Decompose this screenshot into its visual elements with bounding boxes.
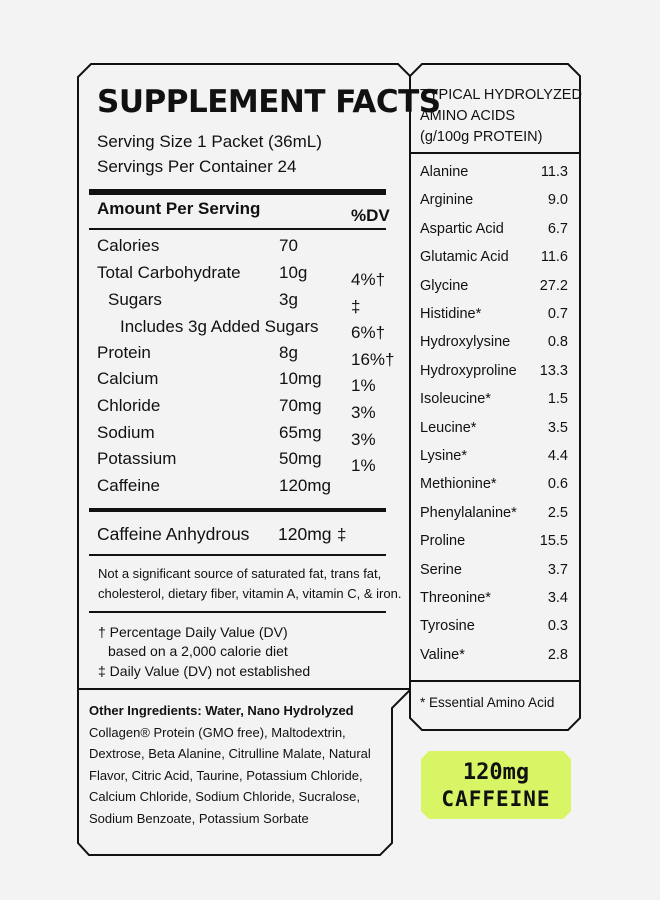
nutrient-name: Caffeine bbox=[97, 476, 161, 495]
amino-acid-row bbox=[420, 334, 568, 350]
nutrient-name: Chloride bbox=[97, 396, 161, 415]
nutrient-amount: 70mg bbox=[279, 396, 322, 415]
amino-acid-row bbox=[420, 505, 568, 521]
amino-footnote-divider bbox=[410, 680, 580, 682]
amino-acid-name: Alanine bbox=[420, 164, 469, 180]
amino-acid-value: 3.5 bbox=[547, 419, 568, 436]
amino-acid-row bbox=[420, 363, 568, 379]
amino-acid-value: 27.2 bbox=[539, 277, 568, 294]
nutrient-name: Potassium bbox=[97, 449, 177, 468]
amino-acid-value: 1.5 bbox=[547, 391, 568, 408]
amino-acid-name: Arginine bbox=[420, 192, 474, 209]
nutrient-dv: 1% bbox=[351, 456, 376, 475]
serving-size-label: Serving Size bbox=[97, 132, 193, 151]
amino-title-divider bbox=[410, 152, 580, 154]
amino-acid-row bbox=[420, 533, 568, 549]
nutrient-dv: 4%† bbox=[351, 270, 386, 289]
nutrient-dv: 3% bbox=[351, 403, 376, 422]
nutrient-dv: 6%† bbox=[351, 323, 386, 342]
amino-acid-name: Tyrosine bbox=[420, 618, 475, 635]
not-significant-line-1: Not a significant source of saturated fat, trans fat, bbox=[98, 566, 382, 581]
nutrient-dv: ‡ bbox=[351, 297, 361, 316]
nutrient-name: Protein bbox=[97, 343, 151, 362]
amino-acid-name: Phenylalanine* bbox=[420, 504, 517, 521]
amino-acid-row bbox=[420, 192, 568, 208]
footnote-dv: † Percentage Daily Value (DV) bbox=[98, 624, 288, 640]
nutrient-name: Sodium bbox=[97, 423, 155, 442]
dv-header: %DV bbox=[351, 206, 390, 225]
amino-acid-value: 2.8 bbox=[547, 646, 568, 663]
amino-acid-value: 0.3 bbox=[547, 618, 568, 635]
caffeine-anhydrous-dv: ‡ bbox=[337, 525, 347, 544]
nutrient-amount: 8g bbox=[279, 343, 298, 362]
amino-acid-name: Hydroxyproline bbox=[420, 362, 517, 379]
caffeine-badge bbox=[421, 751, 571, 819]
nutrient-amount: 10g bbox=[279, 263, 308, 282]
amino-acid-name: Proline bbox=[420, 533, 466, 550]
nutrient-amount: 50mg bbox=[279, 449, 322, 468]
amino-acid-name: Hydroxylysine bbox=[420, 334, 511, 351]
nutrient-name: Calories bbox=[97, 236, 160, 255]
nutrient-dv: 1% bbox=[351, 376, 376, 395]
amino-acid-name: Isoleucine* bbox=[420, 391, 491, 408]
servings-label: Servings Per Container bbox=[97, 157, 273, 176]
nutrient-dv: 16%† bbox=[351, 350, 395, 369]
amino-acid-value: 11.3 bbox=[540, 164, 568, 180]
amino-acid-value: 9.0 bbox=[547, 192, 568, 209]
nutrient-amount: 65mg bbox=[279, 423, 322, 442]
amino-acid-row bbox=[420, 562, 568, 578]
amino-acid-name: Histidine* bbox=[420, 306, 482, 322]
amino-acid-row bbox=[420, 618, 568, 634]
amino-acid-row bbox=[420, 249, 568, 265]
amino-acid-name: Glutamic Acid bbox=[420, 249, 509, 266]
caffeine-badge-amount: 120mg bbox=[462, 760, 530, 785]
amino-acid-name: Serine bbox=[420, 561, 462, 578]
amino-acid-name: Threonine* bbox=[420, 590, 491, 606]
amino-acid-row bbox=[420, 647, 568, 663]
amino-acid-value: 4.4 bbox=[547, 448, 568, 464]
nutrient-amount: 3g bbox=[279, 290, 298, 309]
amino-acid-row bbox=[420, 448, 568, 464]
amino-acid-row bbox=[420, 590, 568, 606]
amino-acid-value: 15.5 bbox=[539, 533, 568, 550]
nutrient-name: Includes 3g Added Sugars bbox=[120, 317, 319, 336]
amino-acid-name: Aspartic Acid bbox=[420, 220, 504, 237]
nutrient-amount: 120mg bbox=[279, 476, 331, 495]
amino-title-line-2: AMINO ACIDS bbox=[420, 108, 516, 124]
nutrient-dv: 3% bbox=[351, 430, 376, 449]
amino-acid-name: Lysine* bbox=[420, 448, 468, 464]
nutrient-amount: 70 bbox=[279, 236, 298, 255]
serving-size-value: 1 Packet (36mL) bbox=[197, 132, 322, 151]
amino-acid-value: 3.4 bbox=[547, 590, 568, 606]
amino-acid-row bbox=[420, 221, 568, 237]
amino-acid-value: 0.6 bbox=[547, 476, 568, 493]
amino-title-line-1: TYPICAL HYDROLYZED bbox=[420, 87, 582, 103]
caffeine-badge-label: CAFFEINE bbox=[441, 787, 551, 811]
amino-acid-name: Glycine bbox=[420, 277, 469, 294]
nutrient-name: Calcium bbox=[97, 369, 159, 388]
nutrient-name: Sugars bbox=[108, 290, 162, 309]
footnote-dv-not-established: ‡ Daily Value (DV) not established bbox=[98, 663, 311, 679]
not-significant-line-2: cholesterol, dietary fiber, vitamin A, vitamin C, & iron. bbox=[98, 586, 402, 601]
amino-acid-row bbox=[420, 420, 568, 436]
caffeine-anhydrous-amount: 120mg bbox=[278, 524, 332, 544]
amino-acid-name: Leucine* bbox=[420, 419, 477, 436]
caffeine-anhydrous-name: Caffeine Anhydrous bbox=[97, 524, 250, 544]
amino-acid-row bbox=[420, 278, 568, 294]
amino-acid-row bbox=[420, 164, 568, 180]
ingredients-text: Collagen® Protein (GMO free), Maltodextrin, Dextrose, Beta Alanine, Citrulline Malate, Natural Flavor, Citric Acid, Taurine, Potassium Chloride, Calcium Chloride, Sodium Chloride, Sucralose, Sodium Benzoate, Potassium Sorbate bbox=[89, 724, 371, 826]
amount-per-serving-header: Amount Per Serving bbox=[97, 199, 261, 218]
amino-acid-row bbox=[420, 306, 568, 322]
amino-acid-value: 13.3 bbox=[539, 362, 568, 379]
supplement-facts-title: SUPPLEMENT FACTS bbox=[97, 84, 441, 120]
ingredients-label: Other Ingredients: Water, Nano Hydrolyzed bbox=[89, 703, 354, 718]
amino-acid-name: Methionine* bbox=[420, 476, 497, 493]
footnote-calorie-diet: based on a 2,000 calorie diet bbox=[108, 643, 288, 659]
essential-amino-footnote: * Essential Amino Acid bbox=[420, 695, 555, 710]
amino-title-line-3: (g/100g PROTEIN) bbox=[420, 129, 543, 145]
nutrient-name: Total Carbohydrate bbox=[97, 263, 241, 282]
amino-acid-value: 11.6 bbox=[540, 249, 568, 266]
amino-acid-value: 2.5 bbox=[547, 504, 568, 521]
amino-acid-row bbox=[420, 391, 568, 407]
amino-acid-value: 0.7 bbox=[547, 306, 568, 322]
amino-acid-row bbox=[420, 476, 568, 492]
servings-value: 24 bbox=[277, 157, 297, 176]
nutrient-amount: 10mg bbox=[279, 369, 322, 388]
amino-acid-value: 3.7 bbox=[547, 561, 568, 578]
amino-acid-value: 0.8 bbox=[547, 334, 568, 351]
amino-acid-value: 6.7 bbox=[547, 220, 568, 237]
amino-acid-name: Valine* bbox=[420, 646, 465, 663]
